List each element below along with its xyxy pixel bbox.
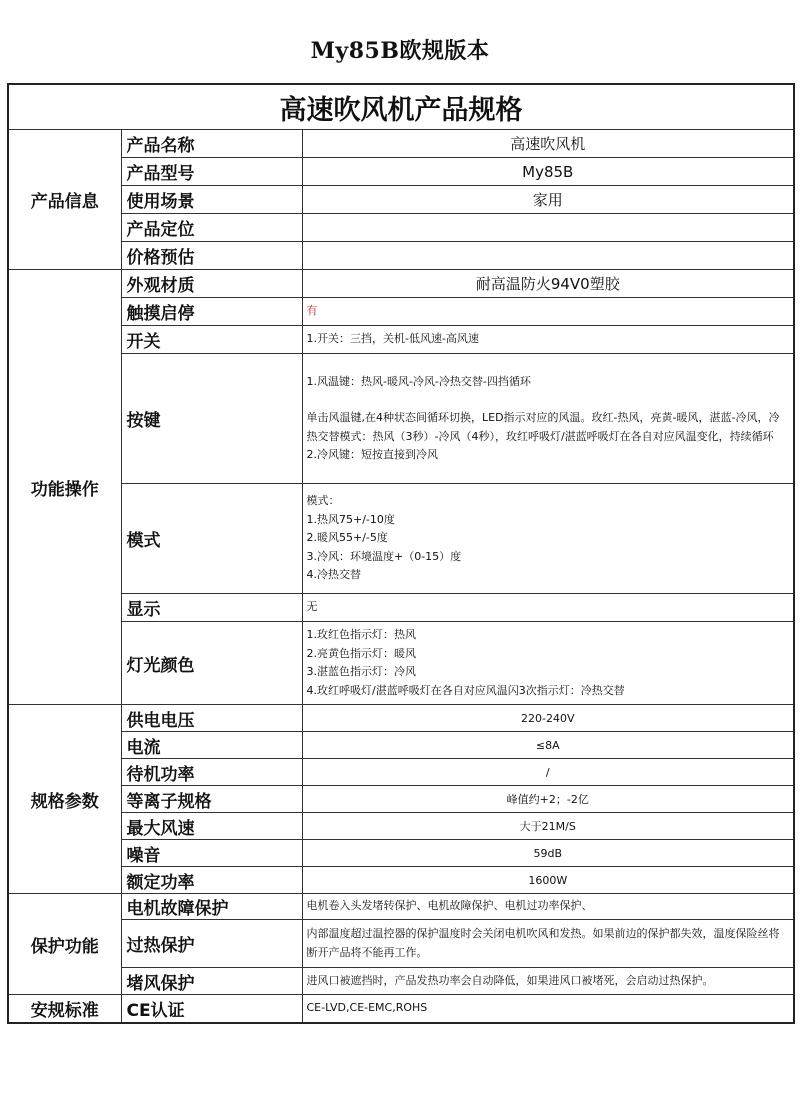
table-row [8,326,794,354]
row-value: 电机卷入头发堵转保护、电机故障保护、电机过功率保护、 [302,894,794,920]
table-row [8,732,794,759]
table-row [8,270,794,298]
row-label: 产品型号 [121,158,302,186]
category-product-info: 产品信息 [8,130,121,270]
row-value: 220-240V [302,705,794,732]
row-label: 灯光颜色 [121,622,302,705]
mode-line: 2.暖风55+/-5度 [306,531,388,545]
row-label: CE认证 [121,995,302,1023]
row-value: 高速吹风机 [302,130,794,158]
table-row [8,298,794,326]
row-value: 1600W [302,867,794,894]
table-row [8,759,794,786]
row-label: 供电电压 [121,705,302,732]
row-value: 峰值约+2；-2亿 [302,786,794,813]
light-line: 2.亮黄色指示灯：暖风 [306,646,416,660]
table-title: 高速吹风机产品规格 [8,84,794,130]
row-value [302,214,794,242]
row-value: CE-LVD,CE-EMC,ROHS [302,995,794,1023]
table-row [8,594,794,622]
table-row [8,242,794,270]
row-label: 模式 [121,484,302,594]
row-label: 价格预估 [121,242,302,270]
mode-line: 模式： [306,494,340,508]
row-value: 无 [302,594,794,622]
row-value: 内部温度超过温控器的保护温度时会关闭电机吹风和发热。如果前边的保护都失效，温度保险丝将断开产品将不能再工作。 [302,920,794,968]
table-row [8,354,794,484]
row-label: 触摸启停 [121,298,302,326]
row-label: 使用场景 [121,186,302,214]
row-label: 按键 [121,354,302,484]
table-row [8,622,794,705]
table-row [8,968,794,995]
mode-line: 4.冷热交替 [306,568,361,582]
table-title-row [8,84,794,130]
row-value: 有 [302,298,794,326]
row-label: 显示 [121,594,302,622]
row-value: 大于21M/S [302,813,794,840]
table-row [8,705,794,732]
row-label: 最大风速 [121,813,302,840]
category-function: 功能操作 [8,270,121,705]
mode-line: 1.热风75+/-10度 [306,512,395,526]
table-row [8,894,794,920]
table-row [8,130,794,158]
category-safety: 安规标准 [8,995,121,1023]
row-label: 外观材质 [121,270,302,298]
row-label: 额定功率 [121,867,302,894]
table-row [8,867,794,894]
row-value: / [302,759,794,786]
table-row [8,484,794,594]
category-protection: 保护功能 [8,894,121,995]
document-title: My85B欧规版本 [310,38,490,64]
row-label: 电机故障保护 [121,894,302,920]
table-row [8,813,794,840]
table-row [8,920,794,968]
row-label: 等离子规格 [121,786,302,813]
key-line: 1.风温键：热风-暖风-冷风-冷热交替-四挡循环 [306,374,531,388]
row-value [302,622,794,705]
table-row [8,840,794,867]
row-label: 待机功率 [121,759,302,786]
row-label: 堵风保护 [121,968,302,995]
row-value [302,354,794,484]
key-line: 2.冷风键：短按直接到冷风 [306,448,438,461]
table-row [8,214,794,242]
row-value [302,484,794,594]
row-value: 耐高温防火94V0塑胶 [302,270,794,298]
row-label: 过热保护 [121,920,302,968]
row-value: 59dB [302,840,794,867]
row-value: 1.开关：三挡，关机-低风速-高风速 [302,326,794,354]
row-label: 产品定位 [121,214,302,242]
spec-table [7,83,795,1024]
table-row [8,158,794,186]
row-value: 进风口被遮挡时，产品发热功率会自动降低，如果进风口被堵死，会启动过热保护。 [302,968,794,995]
table-row [8,995,794,1023]
mode-line: 3.冷风：环境温度+（0-15）度 [306,549,462,563]
table-row [8,786,794,813]
light-line: 4.玫红呼吸灯/湛蓝呼吸灯在各自对应风温闪3次指示灯：冷热交替 [306,683,625,697]
row-value [302,242,794,270]
category-specs: 规格参数 [8,705,121,894]
row-label: 开关 [121,326,302,354]
row-label: 电流 [121,732,302,759]
row-value: 家用 [302,186,794,214]
table-row [8,186,794,214]
light-line: 3.湛蓝色指示灯：冷风 [306,665,416,678]
row-value: My85B [302,158,794,186]
key-line: 单击风温键,在4种状态间循环切换，LED指示对应的风温。玫红-热风，亮黄-暖风，湛蓝-冷风，冷热交替模式：热风（3秒）-冷风（4秒），玫红呼吸灯/湛蓝呼吸灯在各自对应风温变化，持续循环 [306,411,780,443]
row-value: ≤8A [302,732,794,759]
row-label: 噪音 [121,840,302,867]
row-label: 产品名称 [121,130,302,158]
light-line: 1.玫红色指示灯：热风 [306,628,416,641]
